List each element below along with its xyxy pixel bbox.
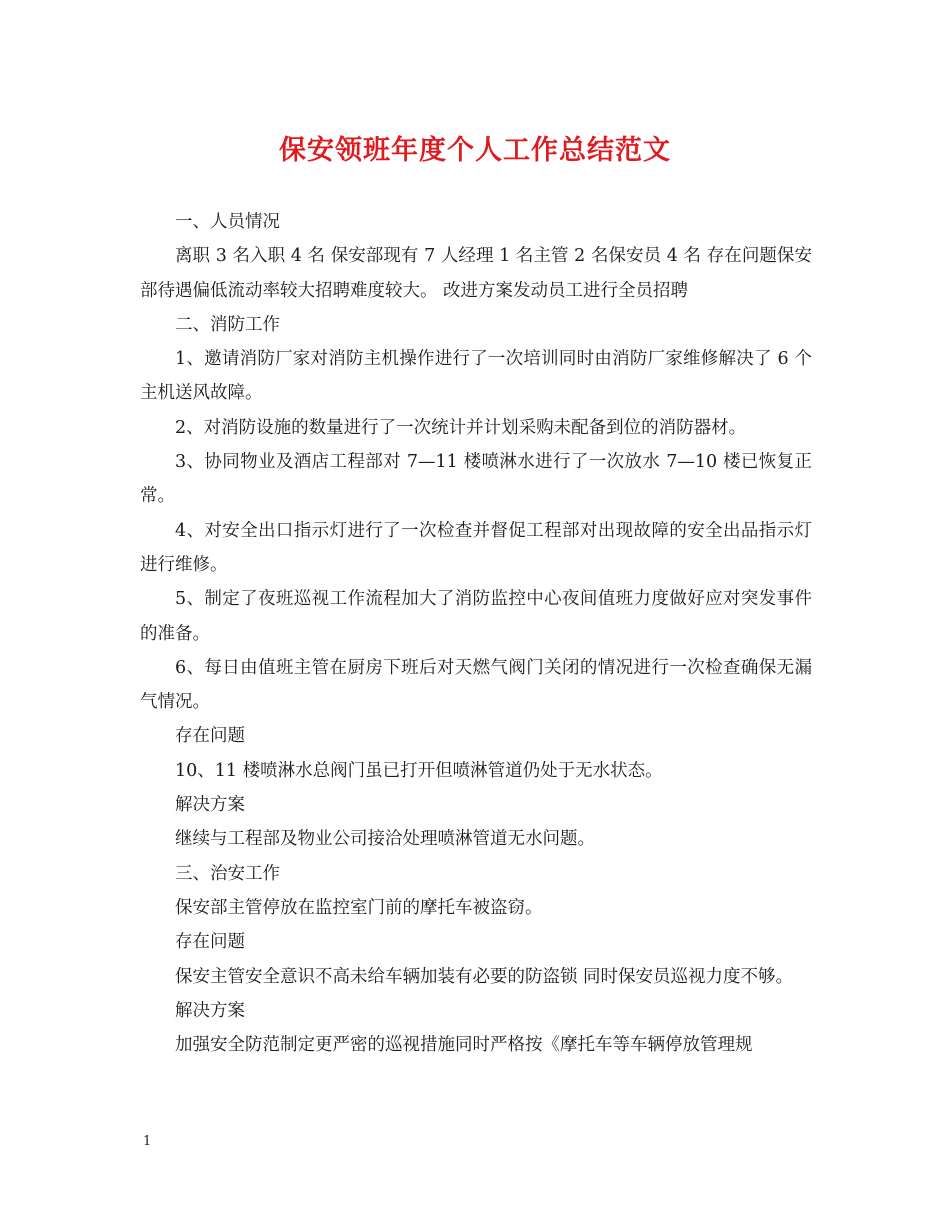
subheading-problems: 存在问题 [175,932,245,953]
paragraph-fire-problem: 10、11 楼喷淋水总阀门虽已打开但喷淋管道仍处于无水状态。 [175,760,663,781]
page-number: 1 [143,1134,152,1149]
paragraph-security-solution: 加强安全防范制定更严密的巡视措施同时严格按《摩托车等车辆停放管理规 [175,1035,753,1056]
list-item-fire-2: 2、对消防设施的数量进行了一次统计并计划采购未配备到位的消防器材。 [175,417,747,438]
paragraph-personnel: 离职 3 名入职 4 名 保安部现有 7 人经理 1 名主管 2 名保安员 4 名 存在问题保安部待遇偏低流动率较大招聘难度较大。 改进方案发动员工进行全员招聘 [140,246,812,301]
subheading-solution: 解决方案 [175,1000,245,1021]
heading-personnel: 一、人员情况 [175,212,280,232]
heading-public-security: 三、治安工作 [175,863,280,884]
document-body [140,205,812,1062]
list-item-fire-4: 4、对安全出口指示灯进行了一次检查并督促工程部对出现故障的安全出品指示灯进行维修。 [140,520,812,575]
list-item-fire-1: 1、邀请消防厂家对消防主机操作进行了一次培训同时由消防厂家维修解决了 6 个主机送风故障。 [140,349,812,404]
list-item-fire-6: 6、每日由值班主管在厨房下班后对天燃气阀门关闭的情况进行一次检查确保无漏气情况。 [140,657,812,713]
paragraph-security-incident: 保安部主管停放在监控室门前的摩托车被盗窃。 [175,897,543,918]
subheading-solution: 解决方案 [175,795,245,816]
list-item-fire-5: 5、制定了夜班巡视工作流程加大了消防监控中心夜间值班力度做好应对突发事件的准备。 [140,589,812,644]
paragraph-security-problem: 保安主管安全意识不高未给车辆加装有必要的防盗锁 同时保安员巡视力度不够。 [175,966,794,987]
heading-fire-safety: 二、消防工作 [175,314,280,335]
list-item-fire-3: 3、协同物业及酒店工程部对 7—11 楼喷淋水进行了一次放水 7—10 楼已恢复正常。 [140,452,812,507]
document-title: 保安领班年度个人工作总结范文 [279,135,671,166]
paragraph-fire-solution: 继续与工程部及物业公司接洽处理喷淋管道无水问题。 [175,829,595,850]
subheading-problems: 存在问题 [175,726,245,747]
